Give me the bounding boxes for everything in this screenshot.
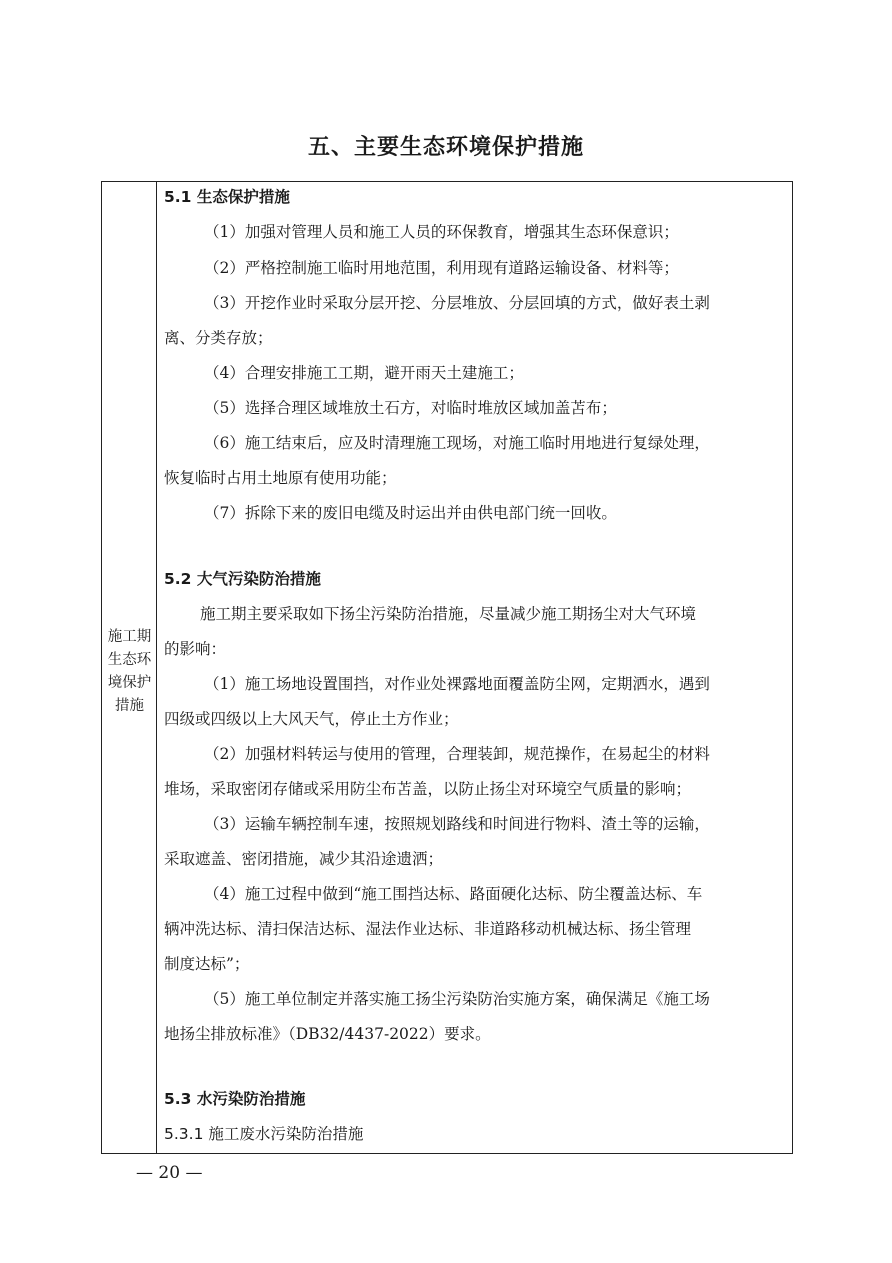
paragraph-line: （3）开挖作业时采取分层开挖、分层堆放、分层回填的方式，做好表土剥 [204, 294, 710, 312]
paragraph-line: （2）加强材料转运与使用的管理，合理装卸，规范操作，在易起尘的材料 [204, 745, 710, 763]
category-cell [102, 182, 157, 1153]
paragraph-line: （6）施工结束后，应及时清理施工现场，对施工临时用地进行复绿处理， [204, 434, 710, 452]
measures-table [101, 181, 793, 1154]
paragraph-line: （4）施工过程中做到“施工围挡达标、路面硬化达标、防尘覆盖达标、车 [204, 885, 703, 903]
section-heading-5-3: 5.3 水污染防治措施 [164, 1090, 306, 1108]
paragraph-line: 地扬尘排放标准》（DB32/4437-2022）要求。 [164, 1025, 491, 1043]
page-number: — 20 — [136, 1163, 203, 1183]
category-label-line: 境保护 [107, 675, 152, 691]
paragraph-line: 四级或四级以上大风天气，停止土方作业； [164, 710, 459, 728]
paragraph-line: 制度达标”； [164, 955, 250, 973]
paragraph-line: （2）严格控制施工临时用地范围，利用现有道路运输设备、材料等； [204, 259, 679, 277]
category-label-line: 施工期 [107, 629, 152, 645]
paragraph-line: 离、分类存放； [164, 329, 273, 347]
paragraph-line: （5）施工单位制定并落实施工扬尘污染防治实施方案，确保满足《施工场 [204, 990, 710, 1008]
paragraph-line: （5）选择合理区域堆放土石方，对临时堆放区域加盖苫布； [204, 399, 617, 417]
paragraph-line: 的影响： [164, 640, 227, 658]
content-cell [164, 182, 786, 1153]
paragraph-line: 辆冲洗达标、清扫保洁达标、湿法作业达标、非道路移动机械达标、扬尘管理 [164, 920, 692, 938]
category-label [102, 626, 157, 718]
paragraph-line: 施工期主要采取如下扬尘污染防治措施，尽量减少施工期扬尘对大气环境 [200, 605, 697, 623]
paragraph-line: （7）拆除下来的废旧电缆及时运出并由供电部门统一回收。 [204, 504, 617, 522]
subsection-heading-5-3-1: 5.3.1 施工废水污染防治措施 [164, 1125, 364, 1143]
category-label-line: 生态环 [107, 652, 152, 668]
section-heading-5-1: 5.1 生态保护措施 [164, 188, 290, 206]
paragraph-line: 采取遮盖、密闭措施，减少其沿途遗洒； [164, 850, 444, 868]
paragraph-line: （1）加强对管理人员和施工人员的环保教育，增强其生态环保意识； [204, 223, 679, 241]
paragraph-line: （4）合理安排施工工期，避开雨天土建施工； [204, 364, 524, 382]
paragraph-line: 堆场，采取密闭存储或采用防尘布苫盖，以防止扬尘对环境空气质量的影响； [164, 780, 692, 798]
paragraph-line: 恢复临时占用土地原有使用功能； [164, 469, 397, 487]
category-label-line: 措施 [115, 698, 144, 714]
page-title: 五、主要生态环境保护措施 [307, 135, 584, 160]
paragraph-line: （3）运输车辆控制车速，按照规划路线和时间进行物料、渣土等的运输， [204, 815, 710, 833]
section-heading-5-2: 5.2 大气污染防治措施 [164, 570, 321, 588]
paragraph-line: （1）施工场地设置围挡，对作业处裸露地面覆盖防尘网，定期洒水，遇到 [204, 675, 710, 693]
